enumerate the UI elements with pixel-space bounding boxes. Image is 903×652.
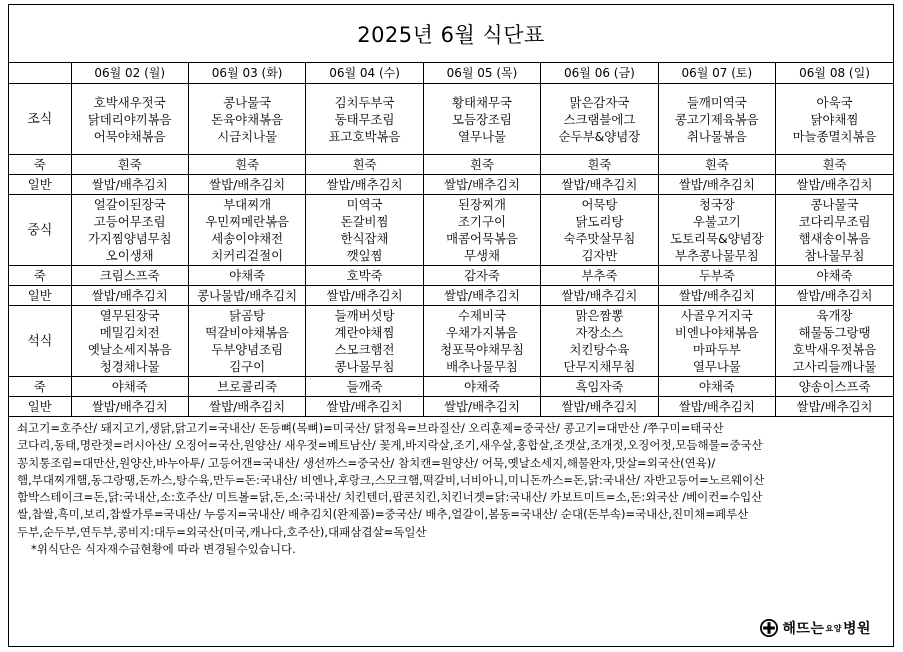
dish-item: 사골우거지국	[680, 308, 753, 323]
row-label: 죽	[9, 377, 71, 397]
day-header: 06월 03 (화)	[188, 63, 305, 84]
menu-cell	[71, 195, 188, 266]
dish-item: 미역국	[346, 197, 383, 212]
dish-item: 모듬장조림	[452, 111, 512, 127]
dish-item: 닭곰탕	[229, 308, 266, 323]
logo-name: 해뜨는	[782, 621, 825, 637]
dish-item: 얼갈이된장국	[93, 197, 166, 212]
dish-item: 자장소스	[575, 325, 624, 340]
menu-cell	[188, 306, 305, 377]
dish-item: 순두부&양념장	[558, 128, 641, 144]
menu-cell: 쌀밥/배추김치	[423, 397, 540, 417]
dish-item: 아욱국	[816, 94, 853, 110]
dish-item: 고사리들깨나물	[792, 359, 877, 374]
menu-cell: 부추죽	[541, 266, 658, 286]
dish-item: 닭야채찜	[810, 111, 859, 127]
disclaimer-text: *위식단은 식자재수급현황에 따라 변경될수있습니다.	[31, 542, 296, 557]
menu-cell	[71, 84, 188, 155]
dish-item: 닭데리야끼볶음	[87, 111, 172, 127]
menu-cell: 야채죽	[188, 266, 305, 286]
menu-cell: 쌀밥/배추김치	[423, 175, 540, 195]
dish-item: 들깨미역국	[686, 94, 747, 110]
menu-cell	[423, 84, 540, 155]
menu-cell: 흰죽	[776, 155, 893, 175]
row-label: 일반	[9, 397, 71, 417]
menu-cell: 흰죽	[423, 155, 540, 175]
dish-item: 한식잡채	[340, 231, 389, 246]
dish-item: 비엔나야채볶음	[674, 325, 759, 340]
menu-cell: 쌀밥/배추김치	[776, 175, 893, 195]
hospital-cross-icon	[760, 619, 778, 637]
dish-item: 김자반	[581, 248, 618, 263]
menu-cell	[658, 84, 775, 155]
logo-suffix: 병원	[842, 621, 871, 637]
menu-cell: 흰죽	[71, 155, 188, 175]
dish-item: 들깨버섯탕	[334, 308, 395, 323]
dish-item: 청포묵야채무침	[440, 342, 524, 357]
hospital-logo	[760, 618, 871, 638]
dish-item: 치커리겉절이	[211, 248, 284, 263]
row-label: 죽	[9, 266, 71, 286]
menu-cell: 쌀밥/배추김치	[541, 397, 658, 417]
dish-item: 황태채무국	[452, 94, 512, 110]
menu-cell: 쌀밥/배추김치	[658, 286, 775, 306]
menu-cell	[541, 306, 658, 377]
menu-cell: 쌀밥/배추김치	[188, 397, 305, 417]
dish-item: 닭도리탕	[575, 214, 624, 229]
menu-cell: 들깨죽	[306, 377, 423, 397]
dish-item: 무생채	[464, 248, 500, 263]
row-label: 일반	[9, 175, 71, 195]
dish-item: 열무나물	[458, 128, 506, 144]
dish-item: 육개장	[816, 308, 853, 323]
menu-cell	[541, 84, 658, 155]
day-header: 06월 05 (목)	[423, 63, 540, 84]
dish-item: 우민찌메란볶음	[205, 214, 290, 229]
dish-item: 오이생채	[105, 248, 154, 263]
menu-cell: 흰죽	[541, 155, 658, 175]
day-header: 06월 08 (일)	[776, 63, 893, 84]
meal-row	[9, 84, 893, 155]
origin-note-line: 쇠고기=호주산/ 돼지고기,생닭,닭고기=국내산/ 돈등뼈(목뼈)=미국산/ 닭정육=브라질산/ 오리훈제=중국산/ 콩고기=대만산 /쭈구미=태국산	[17, 421, 724, 435]
menu-cell: 야채죽	[658, 377, 775, 397]
dish-item: 콩나물국	[223, 94, 272, 110]
menu-cell: 야채죽	[71, 377, 188, 397]
dish-item: 코다리무조림	[798, 214, 871, 229]
dish-item: 도토리묵&양념장	[670, 231, 764, 246]
menu-cell	[306, 84, 423, 155]
row-label: 중식	[9, 195, 71, 266]
menu-cell: 야채죽	[423, 377, 540, 397]
dish-item: 맑은짬뽕	[575, 308, 624, 323]
menu-cell: 쌀밥/배추김치	[658, 175, 775, 195]
menu-cell: 흰죽	[188, 155, 305, 175]
origin-note-line: 코다리,동태,명란젓=러시아산/ 오징어=국산,원양산/ 새우젓=베트남산/ 꽃게,바지락살,조기,새우살,홍합살,조갯살,조개젓,오징어젓,모듬해물=중국산	[17, 438, 763, 453]
dish-item: 고등어무조림	[93, 214, 166, 229]
menu-cell	[776, 84, 893, 155]
menu-cell: 콩나물밥/배추김치	[188, 286, 305, 306]
menu-cell: 쌀밥/배추김치	[658, 397, 775, 417]
dish-item: 호박새우젓국	[93, 94, 166, 110]
dish-item: 콩나물무침	[334, 359, 395, 374]
menu-cell	[188, 195, 305, 266]
meal-row	[9, 195, 893, 266]
sub-row	[9, 286, 893, 306]
dish-item: 부추콩나물무침	[674, 248, 759, 263]
menu-cell: 쌀밥/배추김치	[71, 397, 188, 417]
origin-notes	[9, 417, 893, 558]
menu-cell	[776, 306, 893, 377]
corner-cell	[9, 63, 71, 84]
dish-item: 열무된장국	[99, 308, 160, 323]
sub-row	[9, 175, 893, 195]
dish-item: 조기구이	[458, 214, 506, 229]
day-header: 06월 04 (수)	[306, 63, 423, 84]
dish-item: 배추나물무침	[446, 359, 518, 374]
row-label: 죽	[9, 155, 71, 175]
dish-item: 우채가지볶음	[446, 325, 518, 340]
dish-item: 햄새송이볶음	[798, 231, 871, 246]
origin-note-line: 쌀,찹쌀,흑미,보리,찹쌀가루=국내산/ 누룽지=국내산/ 배추김치(완제품)=중국산/ 배추,얼갈이,봄동=국내산/ 순대(돈부속)=국내산,진미채=페루산	[17, 507, 749, 522]
dish-item: 계란야채찜	[334, 325, 395, 340]
dish-item: 마늘종멸치볶음	[792, 128, 877, 144]
menu-cell: 쌀밥/배추김치	[306, 286, 423, 306]
dish-item: 어묵탕	[581, 197, 618, 212]
menu-cell: 쌀밥/배추김치	[306, 397, 423, 417]
menu-cell: 쌀밥/배추김치	[776, 286, 893, 306]
menu-table	[9, 63, 893, 417]
sub-row	[9, 377, 893, 397]
menu-cell: 두부죽	[658, 266, 775, 286]
dish-item: 콩고기제육볶음	[674, 111, 759, 127]
menu-cell: 쌀밥/배추김치	[423, 286, 540, 306]
dish-item: 김치두부국	[334, 94, 395, 110]
menu-cell	[306, 195, 423, 266]
menu-cell: 흰죽	[306, 155, 423, 175]
sub-row	[9, 397, 893, 417]
menu-cell: 쌀밥/배추김치	[541, 175, 658, 195]
menu-sheet	[8, 4, 894, 647]
origin-note-line: 꽁치통조림=대만산,원양산,바누아투/ 고등어갠=국내산/ 생선까스=중국산/ 참치캔=원양산/ 어묵,옛날소세지,해물완자,맛살=외국산(연육)/	[17, 455, 716, 470]
dish-item: 시금치나물	[217, 128, 278, 144]
dish-item: 스모크햄전	[334, 342, 395, 357]
dish-item: 열무나물	[692, 359, 741, 374]
dish-item: 마파두부	[692, 342, 741, 357]
dish-item: 표고호박볶음	[328, 128, 401, 144]
dish-item: 옛날소세지볶음	[87, 342, 172, 357]
menu-cell	[423, 306, 540, 377]
dish-item: 메밀김치전	[99, 325, 160, 340]
menu-cell: 감자죽	[423, 266, 540, 286]
row-label: 일반	[9, 286, 71, 306]
menu-cell	[658, 306, 775, 377]
menu-cell: 야채죽	[776, 266, 893, 286]
dish-item: 콩나물국	[810, 197, 859, 212]
menu-cell: 흰죽	[658, 155, 775, 175]
menu-cell: 브로콜리죽	[188, 377, 305, 397]
menu-cell: 흑임자죽	[541, 377, 658, 397]
logo-mini: 요양	[825, 623, 842, 633]
origin-note-line: 함박스테이크=돈,닭:국내산,소:호주산/ 미트볼=닭,돈,소:국내산/ 치킨텐더,팝콘치킨,치킨너겟=닭:국내산/ 카보트미트=소,돈:외국산 /베이컨=수입산	[17, 490, 763, 505]
menu-cell: 호박죽	[306, 266, 423, 286]
dish-item: 돈갈비찜	[340, 214, 389, 229]
dish-item: 청경채나물	[99, 359, 160, 374]
origin-note-line: 햄,부대찌개햄,동그랑땡,돈까스,탕수육,만두=돈:국내산/ 비엔나,후랑크,스모크햄,떡갈비,너비아니,미니돈까스=돈,닭:국내산/ 자반고등어=노르웨이산	[17, 472, 765, 487]
menu-cell: 쌀밥/배추김치	[306, 175, 423, 195]
dish-item: 참나물무침	[804, 248, 865, 263]
day-header: 06월 02 (월)	[71, 63, 188, 84]
dish-item: 두부양념조림	[211, 342, 284, 357]
menu-cell	[71, 306, 188, 377]
dish-item: 숙주맛살무침	[563, 231, 636, 246]
dish-item: 가지찜양념무침	[87, 231, 172, 246]
row-label: 조식	[9, 84, 71, 155]
dish-item: 부대찌개	[223, 197, 272, 212]
dish-item: 취나물볶음	[686, 128, 747, 144]
meal-row	[9, 306, 893, 377]
dish-item: 스크램블에그	[563, 111, 636, 127]
day-header: 06월 06 (금)	[541, 63, 658, 84]
dish-item: 우불고기	[692, 214, 741, 229]
menu-cell: 쌀밥/배추김치	[541, 286, 658, 306]
dish-item: 김구이	[229, 359, 266, 374]
menu-cell	[658, 195, 775, 266]
page-title: 2025년 6월 식단표	[9, 5, 893, 63]
dish-item: 해물동그랑땡	[798, 325, 871, 340]
menu-cell: 쌀밥/배추김치	[71, 175, 188, 195]
dish-item: 수제비국	[458, 308, 506, 323]
menu-cell	[306, 306, 423, 377]
day-header: 06월 07 (토)	[658, 63, 775, 84]
sub-row	[9, 155, 893, 175]
menu-cell	[423, 195, 540, 266]
menu-cell: 쌀밥/배추김치	[776, 397, 893, 417]
menu-cell: 쌀밥/배추김치	[188, 175, 305, 195]
origin-note-line: 두부,순두부,연두부,콩비지:대두=외국산(미국,캐나다,호주산),대패삼겹살=독일산	[17, 524, 427, 539]
dish-item: 된장찌개	[458, 197, 506, 212]
menu-cell: 양송이스프죽	[776, 377, 893, 397]
dish-item: 치킨탕수육	[569, 342, 630, 357]
date-header-row	[9, 63, 893, 84]
menu-cell	[188, 84, 305, 155]
dish-item: 돈육야채볶음	[211, 111, 284, 127]
dish-item: 떡갈비야채볶음	[205, 325, 290, 340]
sub-row	[9, 266, 893, 286]
dish-item: 청국장	[698, 197, 735, 212]
dish-item: 매콤어묵볶음	[446, 231, 518, 246]
menu-cell: 쌀밥/배추김치	[71, 286, 188, 306]
dish-item: 세송이야채전	[211, 231, 284, 246]
row-label: 석식	[9, 306, 71, 377]
dish-item: 동태무조림	[334, 111, 395, 127]
dish-item: 어묵야채볶음	[93, 128, 166, 144]
dish-item: 깻잎찜	[346, 248, 383, 263]
menu-cell: 크림스프죽	[71, 266, 188, 286]
dish-item: 단무지채무침	[563, 359, 636, 374]
menu-cell	[541, 195, 658, 266]
dish-item: 맑은감자국	[569, 94, 630, 110]
menu-cell	[776, 195, 893, 266]
dish-item: 호박새우젓볶음	[792, 342, 877, 357]
